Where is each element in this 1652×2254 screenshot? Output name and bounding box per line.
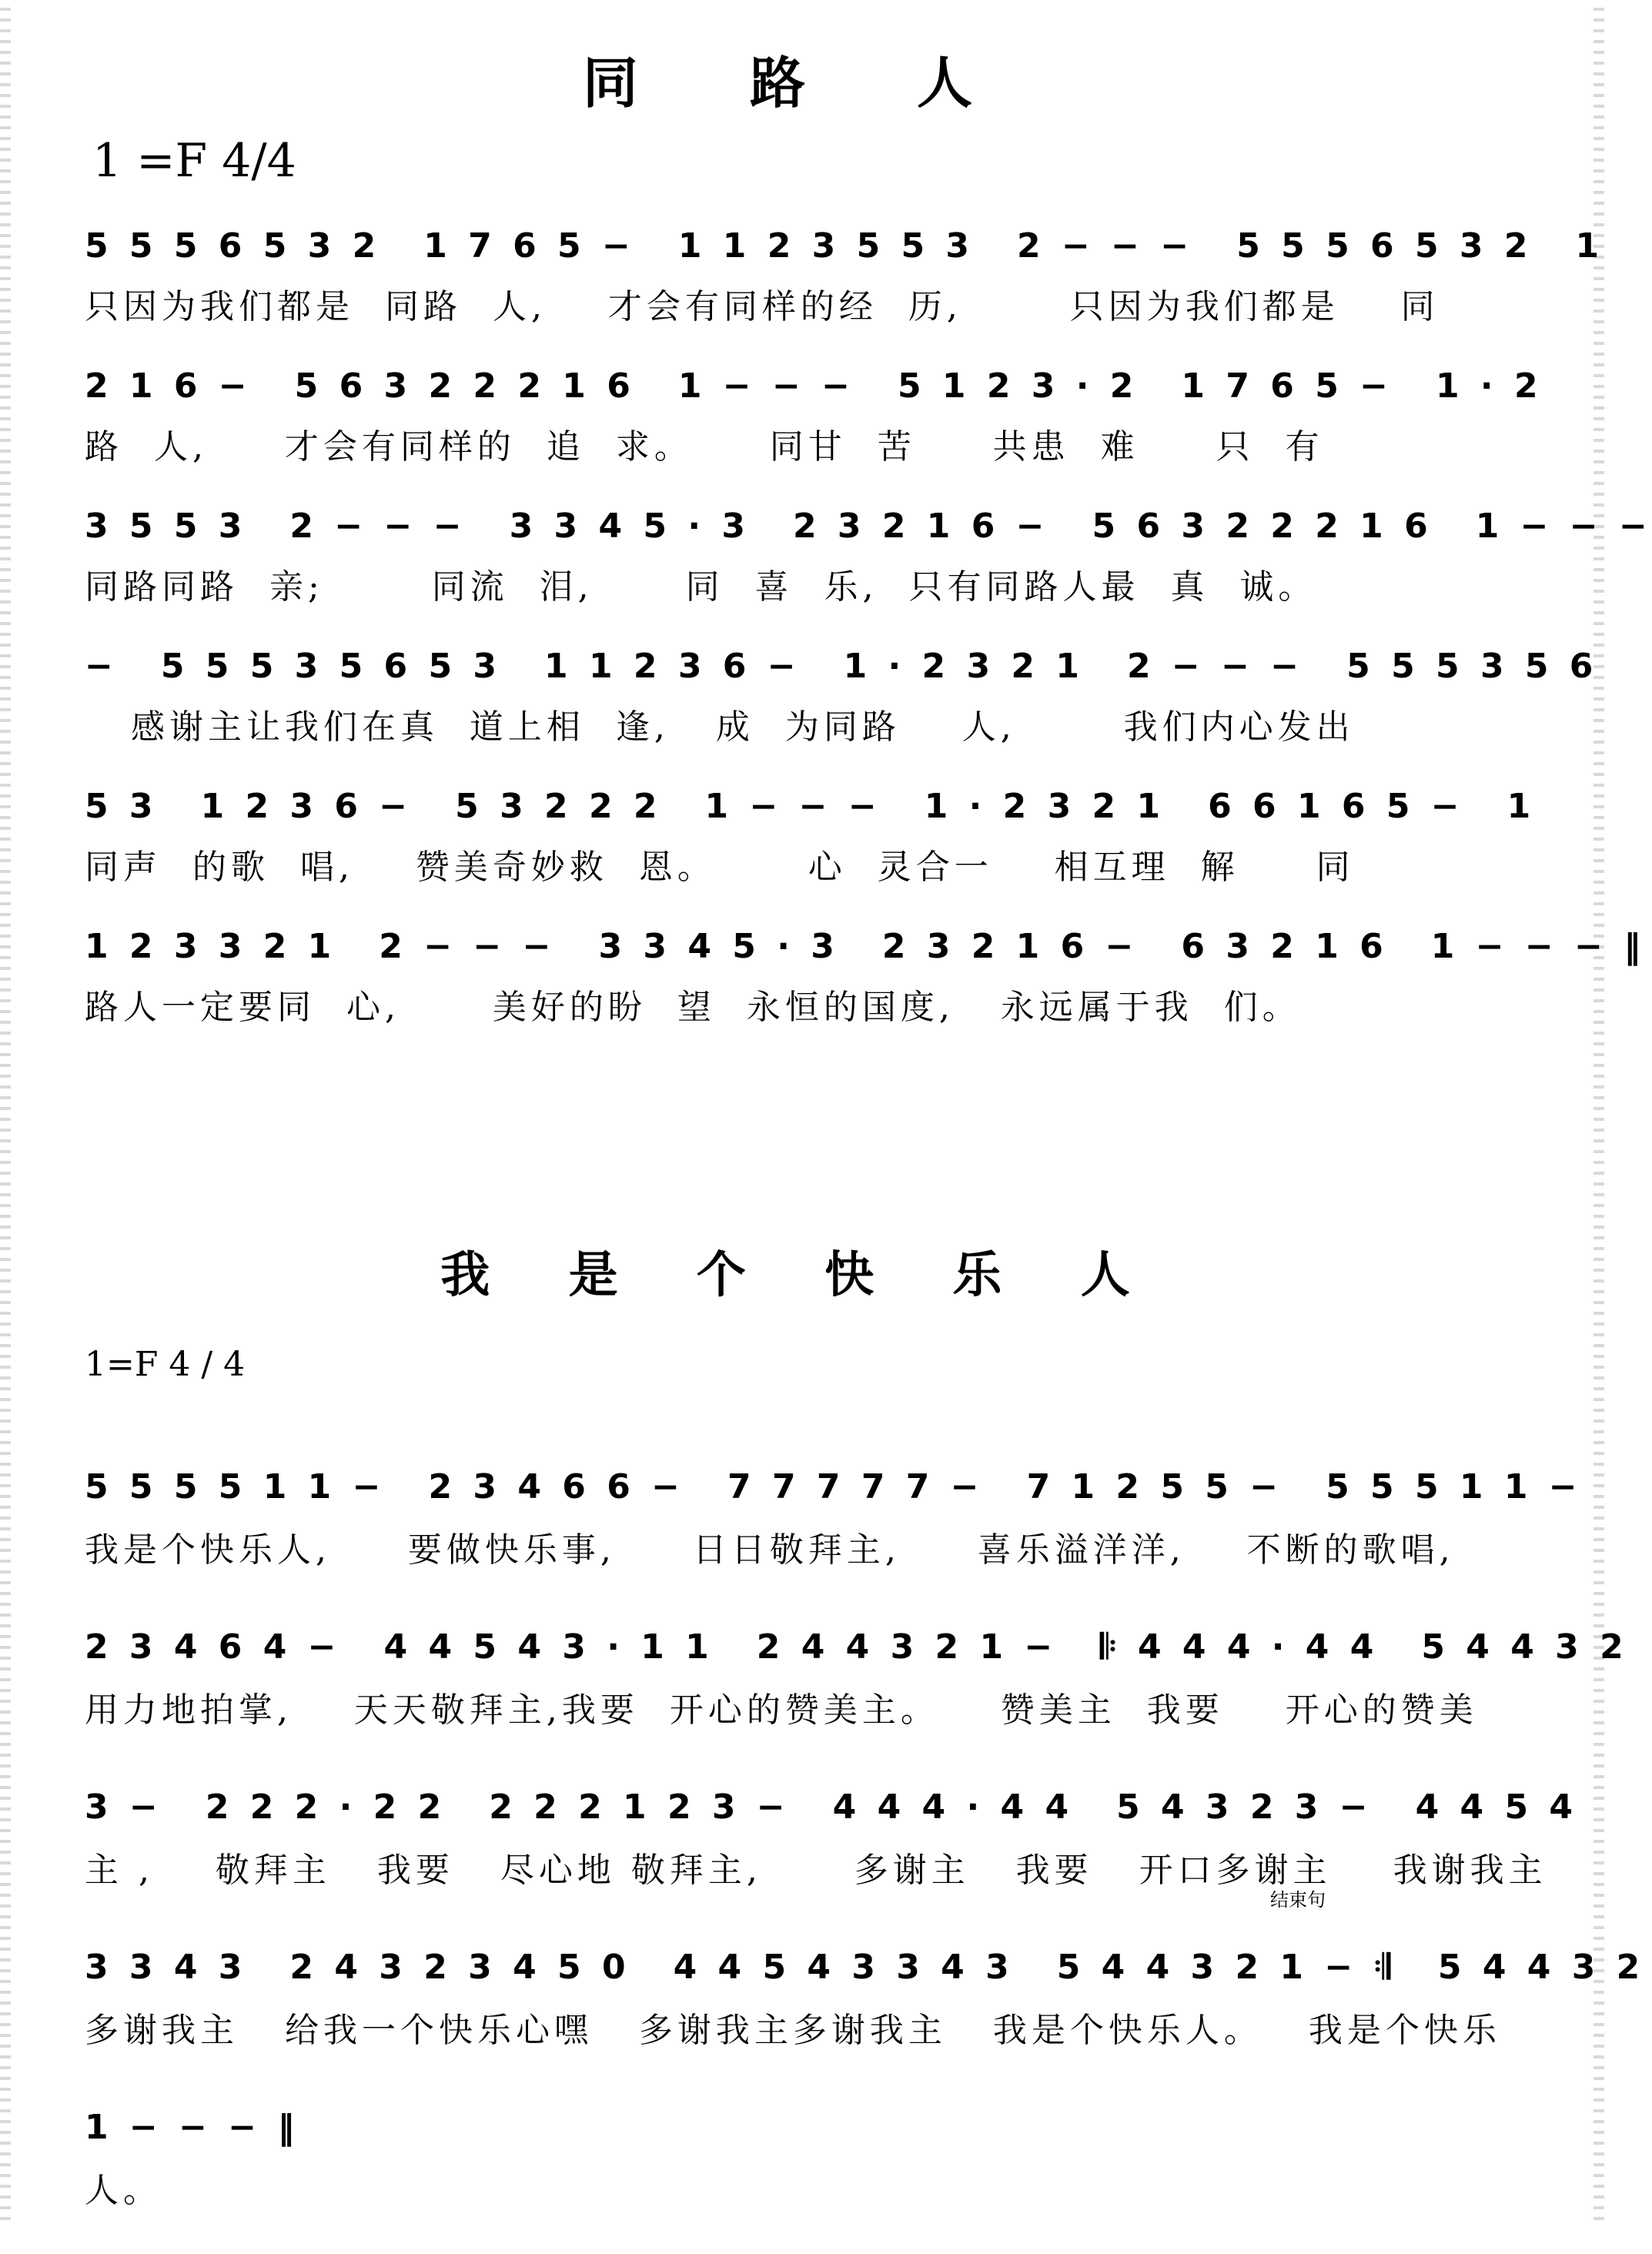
measure: 2 3 2 1 6 − xyxy=(792,506,1049,546)
page-edge-left xyxy=(0,0,11,2226)
measure: 3 5 5 3 xyxy=(85,506,247,546)
measure: 3 − xyxy=(85,1787,162,1827)
lyrics-text: 主 , 敬拜主 我要 尽心地 敬拜主, 多谢主 我要 开口多谢主 我谢我主 xyxy=(85,1851,1547,1890)
lyrics-line xyxy=(85,1520,1517,1597)
measure: 1 − − − xyxy=(677,366,854,406)
lyrics-line xyxy=(85,280,1517,334)
measure: 2 − − − xyxy=(379,926,556,966)
lyrics-line xyxy=(85,2000,1517,2077)
measure: 1 1 2 3 5 5 3 xyxy=(677,226,975,266)
measure: 1 7 6 5 − xyxy=(423,226,635,266)
key-signature: 1 =F 4/4 xyxy=(92,134,296,188)
song-title: 同 路 人 xyxy=(582,50,1019,115)
notation-line xyxy=(85,1934,1645,2000)
score xyxy=(85,211,1652,1035)
measure: 2 3 4 6 4 − xyxy=(85,1627,341,1667)
measure: 7 1 2 5 5 − xyxy=(1026,1466,1283,1507)
measure: 4 4 5 4 3 3 4 3 xyxy=(673,1947,1014,1987)
measure: 2 4 3 2 3 4 5 0 xyxy=(289,1947,630,1987)
notation-line xyxy=(85,631,1598,701)
notation-line xyxy=(85,911,1646,981)
notation-line xyxy=(85,2094,1517,2160)
measure: 2 − − − xyxy=(1126,646,1304,686)
lyrics-text: 路人一定要同 心, 美好的盼 望 永恒的国度, 永远属于我 们。 xyxy=(85,988,1301,1027)
score-system xyxy=(85,351,1543,474)
measure: 5 6 3 2 2 2 1 6 xyxy=(1092,506,1433,546)
song-wo-shi-ge-kuai-le-ren xyxy=(85,1236,1645,2254)
measure: 7 7 7 7 7 − xyxy=(727,1466,984,1507)
lyrics-line xyxy=(85,560,1517,614)
score-system xyxy=(85,1453,1582,1597)
lyrics-text: 多谢我主 给我一个快乐心嘿 多谢我主多谢我主 我是个快乐人。 我是个快乐 xyxy=(85,2011,1501,2050)
measure: 3 3 4 5 · 3 xyxy=(598,926,839,966)
score-system xyxy=(85,1934,1645,2077)
measure: 1 1 2 3 6 − xyxy=(544,646,801,686)
lyrics-line xyxy=(85,2160,1517,2237)
measure: 5 5 5 3 5 6 5 3 xyxy=(160,646,502,686)
measure: 1 7 6 5 − xyxy=(1181,366,1393,406)
lyrics-line xyxy=(85,981,1517,1035)
measure: 3 3 4 5 · 3 xyxy=(509,506,750,546)
score-system xyxy=(85,631,1598,754)
measure: 5 3 xyxy=(85,786,158,826)
lyrics-text: 同声 的歌 唱, 赞美奇妙救 恩。 心 灵合一 相互理 解 同 xyxy=(85,848,1355,887)
measure: 5 5 5 3 5 6 xyxy=(1346,646,1598,686)
measure: 1 · 2 xyxy=(1436,366,1543,406)
notation-line xyxy=(85,211,1604,280)
measure: 1 − − − ‖ xyxy=(1430,926,1646,966)
lyrics-text: 同路同路 亲; 同流 泪, 同 喜 乐, 只有同路人最 真 诚。 xyxy=(85,567,1317,607)
lyrics-line xyxy=(85,420,1517,474)
score-system xyxy=(85,491,1652,614)
lyrics-line xyxy=(85,1680,1517,1757)
measure: 5 4 4 3 2 xyxy=(1421,1627,1628,1667)
measure: 2 2 2 1 2 3 − xyxy=(489,1787,790,1827)
lyrics-text: 我是个快乐人, 要做快乐事, 日日敬拜主, 喜乐溢洋洋, 不断的歌唱, xyxy=(85,1530,1455,1570)
measure: 5 4 4 3 2 1 − 𝄇 xyxy=(1056,1947,1395,1987)
page-edge-right xyxy=(1593,0,1604,2226)
measure: 2 3 4 6 6 − xyxy=(428,1466,685,1507)
measure: − xyxy=(85,646,118,686)
lyrics-line xyxy=(85,841,1517,895)
measure: 1 − − − xyxy=(704,786,881,826)
measure: 1 − − − ‖ xyxy=(85,2107,299,2147)
notation-line xyxy=(85,1774,1578,1840)
measure: 2 4 4 3 2 1 − xyxy=(756,1627,1058,1667)
score-system xyxy=(85,911,1646,1035)
measure: 3 3 4 3 xyxy=(85,1947,247,1987)
lyrics-text: 人。 xyxy=(85,2171,162,2210)
measure: 1 xyxy=(1575,226,1604,266)
score xyxy=(85,1453,1645,2237)
lyrics-text: 只因为我们都是 同路 人, 才会有同样的经 历, 只因为我们都是 同 xyxy=(85,287,1440,326)
measure: 𝄆 4 4 4 · 4 4 xyxy=(1100,1627,1379,1667)
measure: 5 3 2 2 2 xyxy=(455,786,662,826)
measure: 5 5 5 6 5 3 2 xyxy=(85,226,381,266)
notation-line xyxy=(85,1614,1628,1680)
measure: 1 · 2 3 2 1 xyxy=(843,646,1084,686)
measure: 1 − − − xyxy=(1475,506,1652,546)
notation-line xyxy=(85,1453,1582,1520)
measure: 4 4 5 4 xyxy=(1415,1787,1578,1827)
measure: 5 4 4 3 2 xyxy=(1437,1947,1645,1987)
lyrics-line xyxy=(85,701,1517,754)
score-system xyxy=(85,1614,1628,1757)
score-system xyxy=(85,771,1536,895)
measure: 5 4 3 2 3 − xyxy=(1116,1787,1373,1827)
measure: 2 1 6 − xyxy=(85,366,252,406)
measure: 1 · 2 3 2 1 xyxy=(924,786,1165,826)
score-system xyxy=(85,1774,1578,1917)
song-tong-lu-ren xyxy=(85,38,1652,1052)
measure: 5 1 2 3 · 2 xyxy=(898,366,1139,406)
notation-line xyxy=(85,771,1536,841)
lyrics-text: 用力地拍掌, 天天敬拜主,我要 开心的赞美主。 赞美主 我要 开心的赞美 xyxy=(85,1690,1478,1730)
measure: 5 5 5 6 5 3 2 xyxy=(1236,226,1533,266)
measure: 5 5 5 5 1 1 − xyxy=(85,1466,386,1507)
measure: 1 2 3 3 2 1 xyxy=(85,926,336,966)
measure: 2 − − − xyxy=(289,506,467,546)
key-signature: 1=F 4 / 4 xyxy=(85,1345,246,1384)
measure: 2 2 2 · 2 2 xyxy=(205,1787,446,1827)
lyrics-text: 感谢主让我们在真 道上相 逢, 成 为同路 人, 我们内心发出 xyxy=(85,707,1355,747)
score-system xyxy=(85,2094,1517,2237)
measure: 2 − − − xyxy=(1017,226,1194,266)
measure: 6 6 1 6 5 − xyxy=(1208,786,1464,826)
lyrics-text: 路 人, 才会有同样的 追 求。 同甘 苦 共患 难 只 有 xyxy=(85,427,1324,467)
song-title: 我 是 个 快 乐 人 xyxy=(440,1246,1161,1304)
ending-tag: 结束句 xyxy=(1270,1889,1326,1911)
lyrics-line xyxy=(85,1840,1547,1917)
notation-line xyxy=(85,351,1543,420)
measure: 4 4 5 4 3 · 1 1 xyxy=(383,1627,714,1667)
measure: 5 6 3 2 2 2 1 6 xyxy=(294,366,635,406)
measure: 1 xyxy=(1507,786,1536,826)
notation-line xyxy=(85,491,1652,560)
measure: 2 3 2 1 6 − xyxy=(881,926,1139,966)
measure: 6 3 2 1 6 xyxy=(1181,926,1388,966)
score-system xyxy=(85,211,1604,334)
measure: 4 4 4 · 4 4 xyxy=(832,1787,1074,1827)
measure: 5 5 5 1 1 − xyxy=(1326,1466,1582,1507)
measure: 1 2 3 6 − xyxy=(200,786,413,826)
